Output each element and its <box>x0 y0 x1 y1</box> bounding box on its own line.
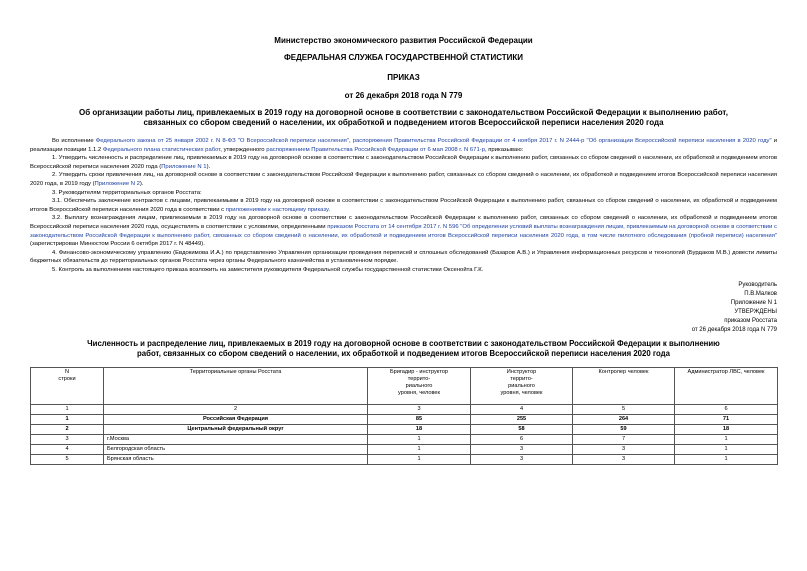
paragraph-2 <box>30 171 777 188</box>
column-number: 2 <box>104 404 368 414</box>
column-number: 4 <box>471 404 573 414</box>
territory-name: Белгородская область <box>104 444 368 454</box>
order-title-line2: связанных со сбором сведений о населении, их обработкой и подведением итогов Всероссийской переписи населения 2020 года <box>143 118 664 127</box>
signer-name: П.В.Малков <box>744 290 777 297</box>
text: и реализации позиции 1.1.2 <box>30 138 777 153</box>
text: Во исполнение <box>52 138 96 144</box>
instructor-count: 6 <box>471 434 573 444</box>
brigadier-count: 1 <box>368 454 471 464</box>
territory-name: г.Москва <box>104 434 368 444</box>
row-number: 5 <box>31 454 104 464</box>
header-text: N <box>64 368 70 375</box>
header-territorial-bodies: Территориальные органы Росстата <box>104 367 368 404</box>
order-title <box>30 108 777 128</box>
table-row <box>31 414 778 424</box>
text: ). <box>206 163 211 170</box>
column-number: 5 <box>573 404 675 414</box>
header-text: Инструктор <box>506 368 537 375</box>
instructor-count: 3 <box>471 444 573 454</box>
column-number: 6 <box>675 404 778 414</box>
brigadier-count: 1 <box>368 444 471 454</box>
header-controller: Контролер человек <box>573 367 675 404</box>
stat-plan-link[interactable]: Федерального плана статистических работ <box>102 146 221 153</box>
order-date: от 26 декабря 2018 года N 779 <box>344 91 463 100</box>
header-text: строки <box>58 375 76 382</box>
text: , <box>348 138 353 144</box>
brigadier-count: 18 <box>368 424 471 434</box>
paragraph-1 <box>30 154 777 171</box>
government-decree-link[interactable]: распоряжением Правительства Российской Федерации от 6 мая 2008 г. N 671-р <box>266 146 485 153</box>
paragraph-5: 5. Контроль за выполнением настоящего приказа возложить на заместителя руководителя Федеральной службы государственной статистики Оксенойта Г.К. <box>52 266 484 273</box>
table-header-row <box>31 367 778 404</box>
text: 2. Утвердить сроки привлечения лиц, на договорной основе в соответствии с законодательством Российской Федерации к выполнению работ, связанных со сбором сведений о населении, их обработкой и подведением итогов Всероссийской переписи населения 2020 года, в 2019 году ( <box>30 172 777 187</box>
admin-count: 18 <box>675 424 778 434</box>
instructor-count: 3 <box>471 454 573 464</box>
row-number: 2 <box>31 424 104 434</box>
controller-count: 7 <box>573 434 675 444</box>
territory-name: Центральный федеральный округ <box>104 424 368 434</box>
appendix-label: Приложение N 1 <box>730 299 777 306</box>
row-number: 1 <box>31 414 104 424</box>
table-title-line1: Численность и распределение лиц, привлекаемых в 2019 году на договорной основе в соответствии с законодательством Российской Федерации к выполнению <box>87 338 720 348</box>
paragraph-3-1 <box>30 197 777 214</box>
admin-count: 1 <box>675 444 778 454</box>
brigadier-count: 1 <box>368 434 471 444</box>
table-title-line2: работ, связанных со сбором сведений о населении, их обработкой и подведением итогов Всероссийской переписи населения 2020 года <box>137 348 670 358</box>
preamble-paragraph <box>30 137 777 154</box>
text: ). <box>139 180 144 187</box>
territory-name: Российская Федерация <box>104 414 368 424</box>
paragraph-3: 3. Руководителям территориальных органов Росстата: <box>52 189 202 196</box>
controller-count: 3 <box>573 454 675 464</box>
approved-date: от 26 декабря 2018 года N 779 <box>691 326 777 333</box>
admin-count: 71 <box>675 414 778 424</box>
header-text: террито- <box>407 375 431 382</box>
order-title-line1: Об организации работы лиц, привлекаемых в 2019 году на договорной основе в соответствии с законодательством Российской Федерации к выполнению работ, <box>79 108 728 117</box>
paragraph-3-2 <box>30 214 777 248</box>
table-row <box>31 434 778 444</box>
service-heading: ФЕДЕРАЛЬНАЯ СЛУЖБА ГОСУДАРСТВЕННОЙ СТАТИСТИКИ <box>283 53 524 62</box>
approved-by: приказом Росстата <box>724 317 777 324</box>
header-instructor <box>471 367 573 404</box>
table-title <box>30 339 777 359</box>
column-number-row <box>31 404 778 414</box>
signer-role: Руководитель <box>738 281 777 288</box>
text: 1. Утвердить численность и распределение лиц, привлекаемых в 2019 году на договорной основе в соответствии с законодательством Российской Федерации к выполнению работ, связанных со сбором сведений о населении, их обработкой и подведением итогов Всероссийской переписи населения 2020 года ( <box>30 155 777 170</box>
header-text: террито- <box>510 375 533 382</box>
controller-count: 3 <box>573 444 675 454</box>
table-row <box>31 444 778 454</box>
header-text: уровня, человек <box>398 389 440 396</box>
appendices-link[interactable]: приложениями к настоящему приказу <box>225 206 329 213</box>
column-number: 1 <box>31 404 104 414</box>
text: (зарегистрирован Минюстом России 6 октября 2017 г. N 48449). <box>30 241 205 248</box>
brigadier-count: 85 <box>368 414 471 424</box>
header-row-number <box>31 367 104 404</box>
header-brigadier <box>368 367 471 404</box>
row-number: 3 <box>31 434 104 444</box>
controller-count: 59 <box>573 424 675 434</box>
text: . <box>328 206 330 213</box>
appendix-1-link[interactable]: Приложение N 1 <box>161 163 207 170</box>
instructor-count: 255 <box>471 414 573 424</box>
text: , утвержденного <box>220 146 267 153</box>
header-text: риального <box>508 382 535 389</box>
text: 3.1. Обеспечить заключение контрактов с лицами, привлекаемыми в 2019 году на договорной основе в соответствии с законодательством Российской Федерации к выполнению работ, связанных со сбором сведений о населении, их обработкой и подведением итогов Всероссийской переписи населения 2020 года в соответствии с <box>30 198 777 213</box>
table-row <box>31 424 778 434</box>
signature-block <box>30 281 777 335</box>
header-text: уровня, человек <box>500 389 543 396</box>
appendix-2-link[interactable]: Приложение N 2 <box>94 180 140 187</box>
rosstat-order-link[interactable]: приказом Росстата от 14 сентября 2017 г. N 596 "Об определении условий выплаты вознаграждения лицам, привлекаемым на договорной основе в соответствии с законодательством Российской Федерации к выполнению работ, связанных со сбором сведений о населении, их обработкой и подведением итогов Всероссийской переписи населения 2020 года, в том числе пилотного обследования (пробной переписи) населения" <box>30 223 777 239</box>
instructor-count: 58 <box>471 424 573 434</box>
admin-count: 1 <box>675 434 778 444</box>
government-order-link[interactable]: распоряжения Правительства Российской Федерации от 4 ноября 2017 г. N 2444-р "Об организации Всероссийской переписи населения в 2020 году" <box>352 138 772 144</box>
text: 3.2. Выплату вознаграждения лицам, привлекаемым в 2019 году на договорной основе в соответствии с законодательством Российской Федерации к выполнению работ, связанных со сбором сведений о населении, их обработкой и подведением итогов Всероссийской переписи населения 2020 года, осуществлять в соответствии с условиями, определенными <box>30 215 777 230</box>
paragraph-4: 4. Финансово-экономическому управлению (Евдокимова И.А.) по представлению Управления организации проведения переписей и сплошных обследований (Базаров А.В.) и Управления информационных ресурсов и технологий (Бурдаков М.В.) довести лимиты бюджетных обязательств до территориальных органов Росстата через органы Федерального казначейства в установленном порядке. <box>30 249 777 265</box>
header-lan-admin: Администратор ЛВС, человек <box>675 367 778 404</box>
header-text: Бригадир - инструктор <box>389 368 449 375</box>
row-number: 4 <box>31 444 104 454</box>
controller-count: 264 <box>573 414 675 424</box>
territory-name: Брянская область <box>104 454 368 464</box>
ministry-heading: Министерство экономического развития Российской Федерации <box>274 36 533 45</box>
text: , приказываю: <box>484 146 524 153</box>
document <box>30 36 777 465</box>
approved-label: УТВЕРЖДЕНЫ <box>734 308 777 315</box>
table-row <box>31 454 778 464</box>
federal-law-link[interactable]: Федерального закона от 25 января 2002 г. N 8-ФЗ "О Всероссийской переписи населения" <box>95 138 349 144</box>
column-number: 3 <box>368 404 471 414</box>
header-text: риального <box>405 382 433 389</box>
distribution-table <box>30 367 778 465</box>
admin-count: 1 <box>675 454 778 464</box>
order-heading: ПРИКАЗ <box>387 73 420 82</box>
